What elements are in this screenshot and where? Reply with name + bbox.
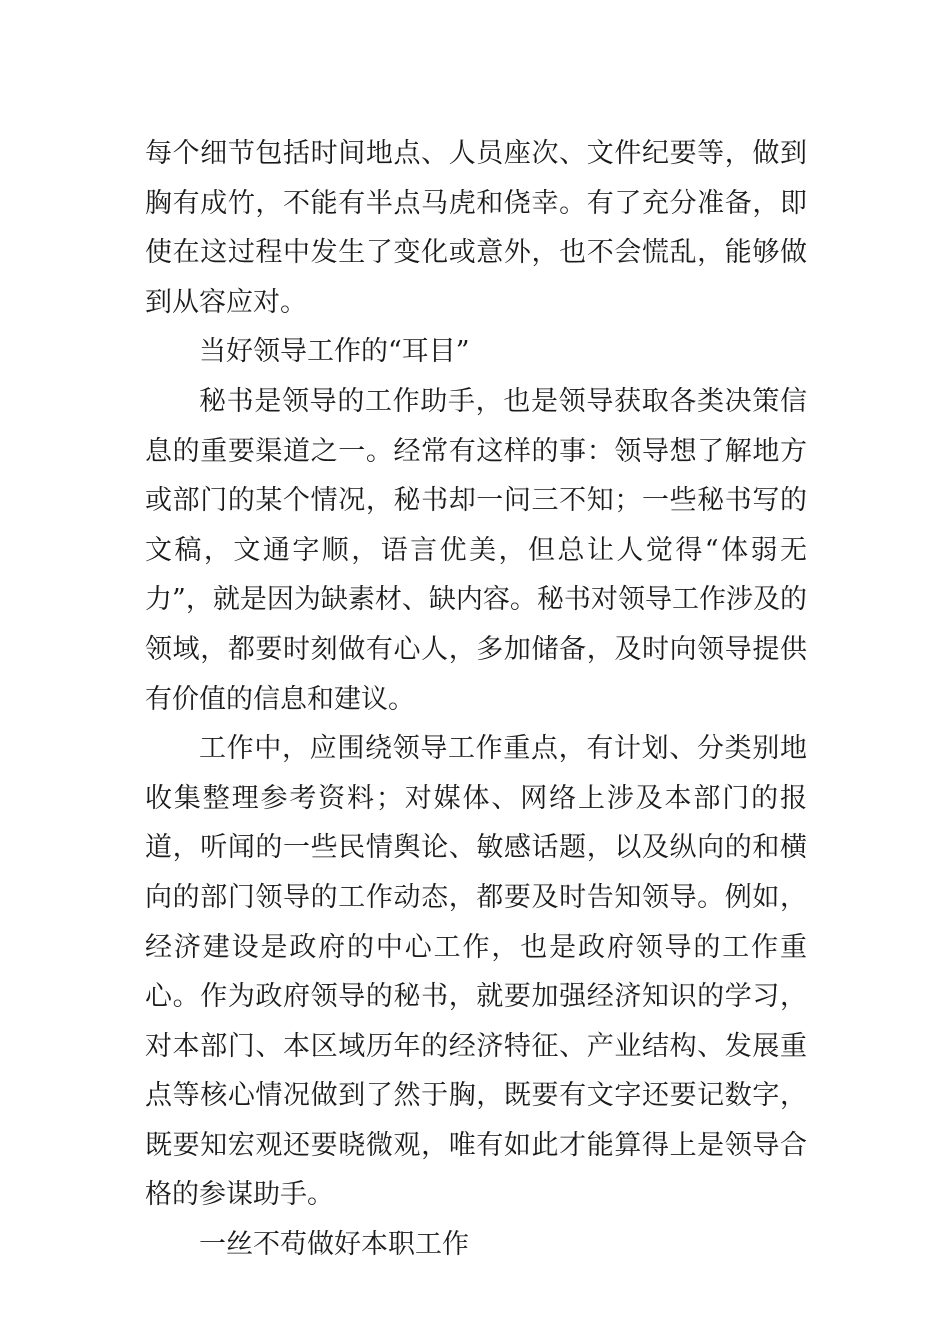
paragraph-work-focus: 工作中，应围绕领导工作重点，有计划、分类别地收集整理参考资料；对媒体、网络上涉及本部门的报道，听闻的一些民情舆论、敏感话题，以及纵向的和横向的部门领导的工作动态，都要及时告知领导。例如，经济建设是政府的中心工作，也是政府领导的工作重心。作为政府领导的秘书，就要加强经济知识的学习，对本部门、本区域历年的经济特征、产业结构、发展重点等核心情况做到了然于胸，既要有文字还要记数字，既要知宏观还要晓微观，唯有如此才能算得上是领导合格的参谋助手。 <box>145 733 807 1211</box>
document-body <box>145 129 807 1270</box>
section-heading-ears-eyes: 当好领导工作的“耳目” <box>199 336 470 368</box>
paragraph-secretary-assistant: 秘书是领导的工作助手，也是领导获取各类决策信息的重要渠道之一。经常有这样的事：领导想了解地方或部门的某个情况，秘书却一问三不知；一些秘书写的文稿，文通字顺，语言优美，但总让人觉得“体弱无力”，就是因为缺素材、缺内容。秘书对领导工作涉及的领域，都要时刻做有心人，多加储备，及时向领导提供有价值的信息和建议。 <box>145 385 807 715</box>
section-heading-diligence: 一丝不苟做好本职工作 <box>199 1229 469 1261</box>
paragraph-continued: 每个细节包括时间地点、人员座次、文件纪要等，做到胸有成竹，不能有半点马虎和侥幸。有了充分准备，即使在这过程中发生了变化或意外，也不会慌乱，能够做到从容应对。 <box>145 138 807 318</box>
